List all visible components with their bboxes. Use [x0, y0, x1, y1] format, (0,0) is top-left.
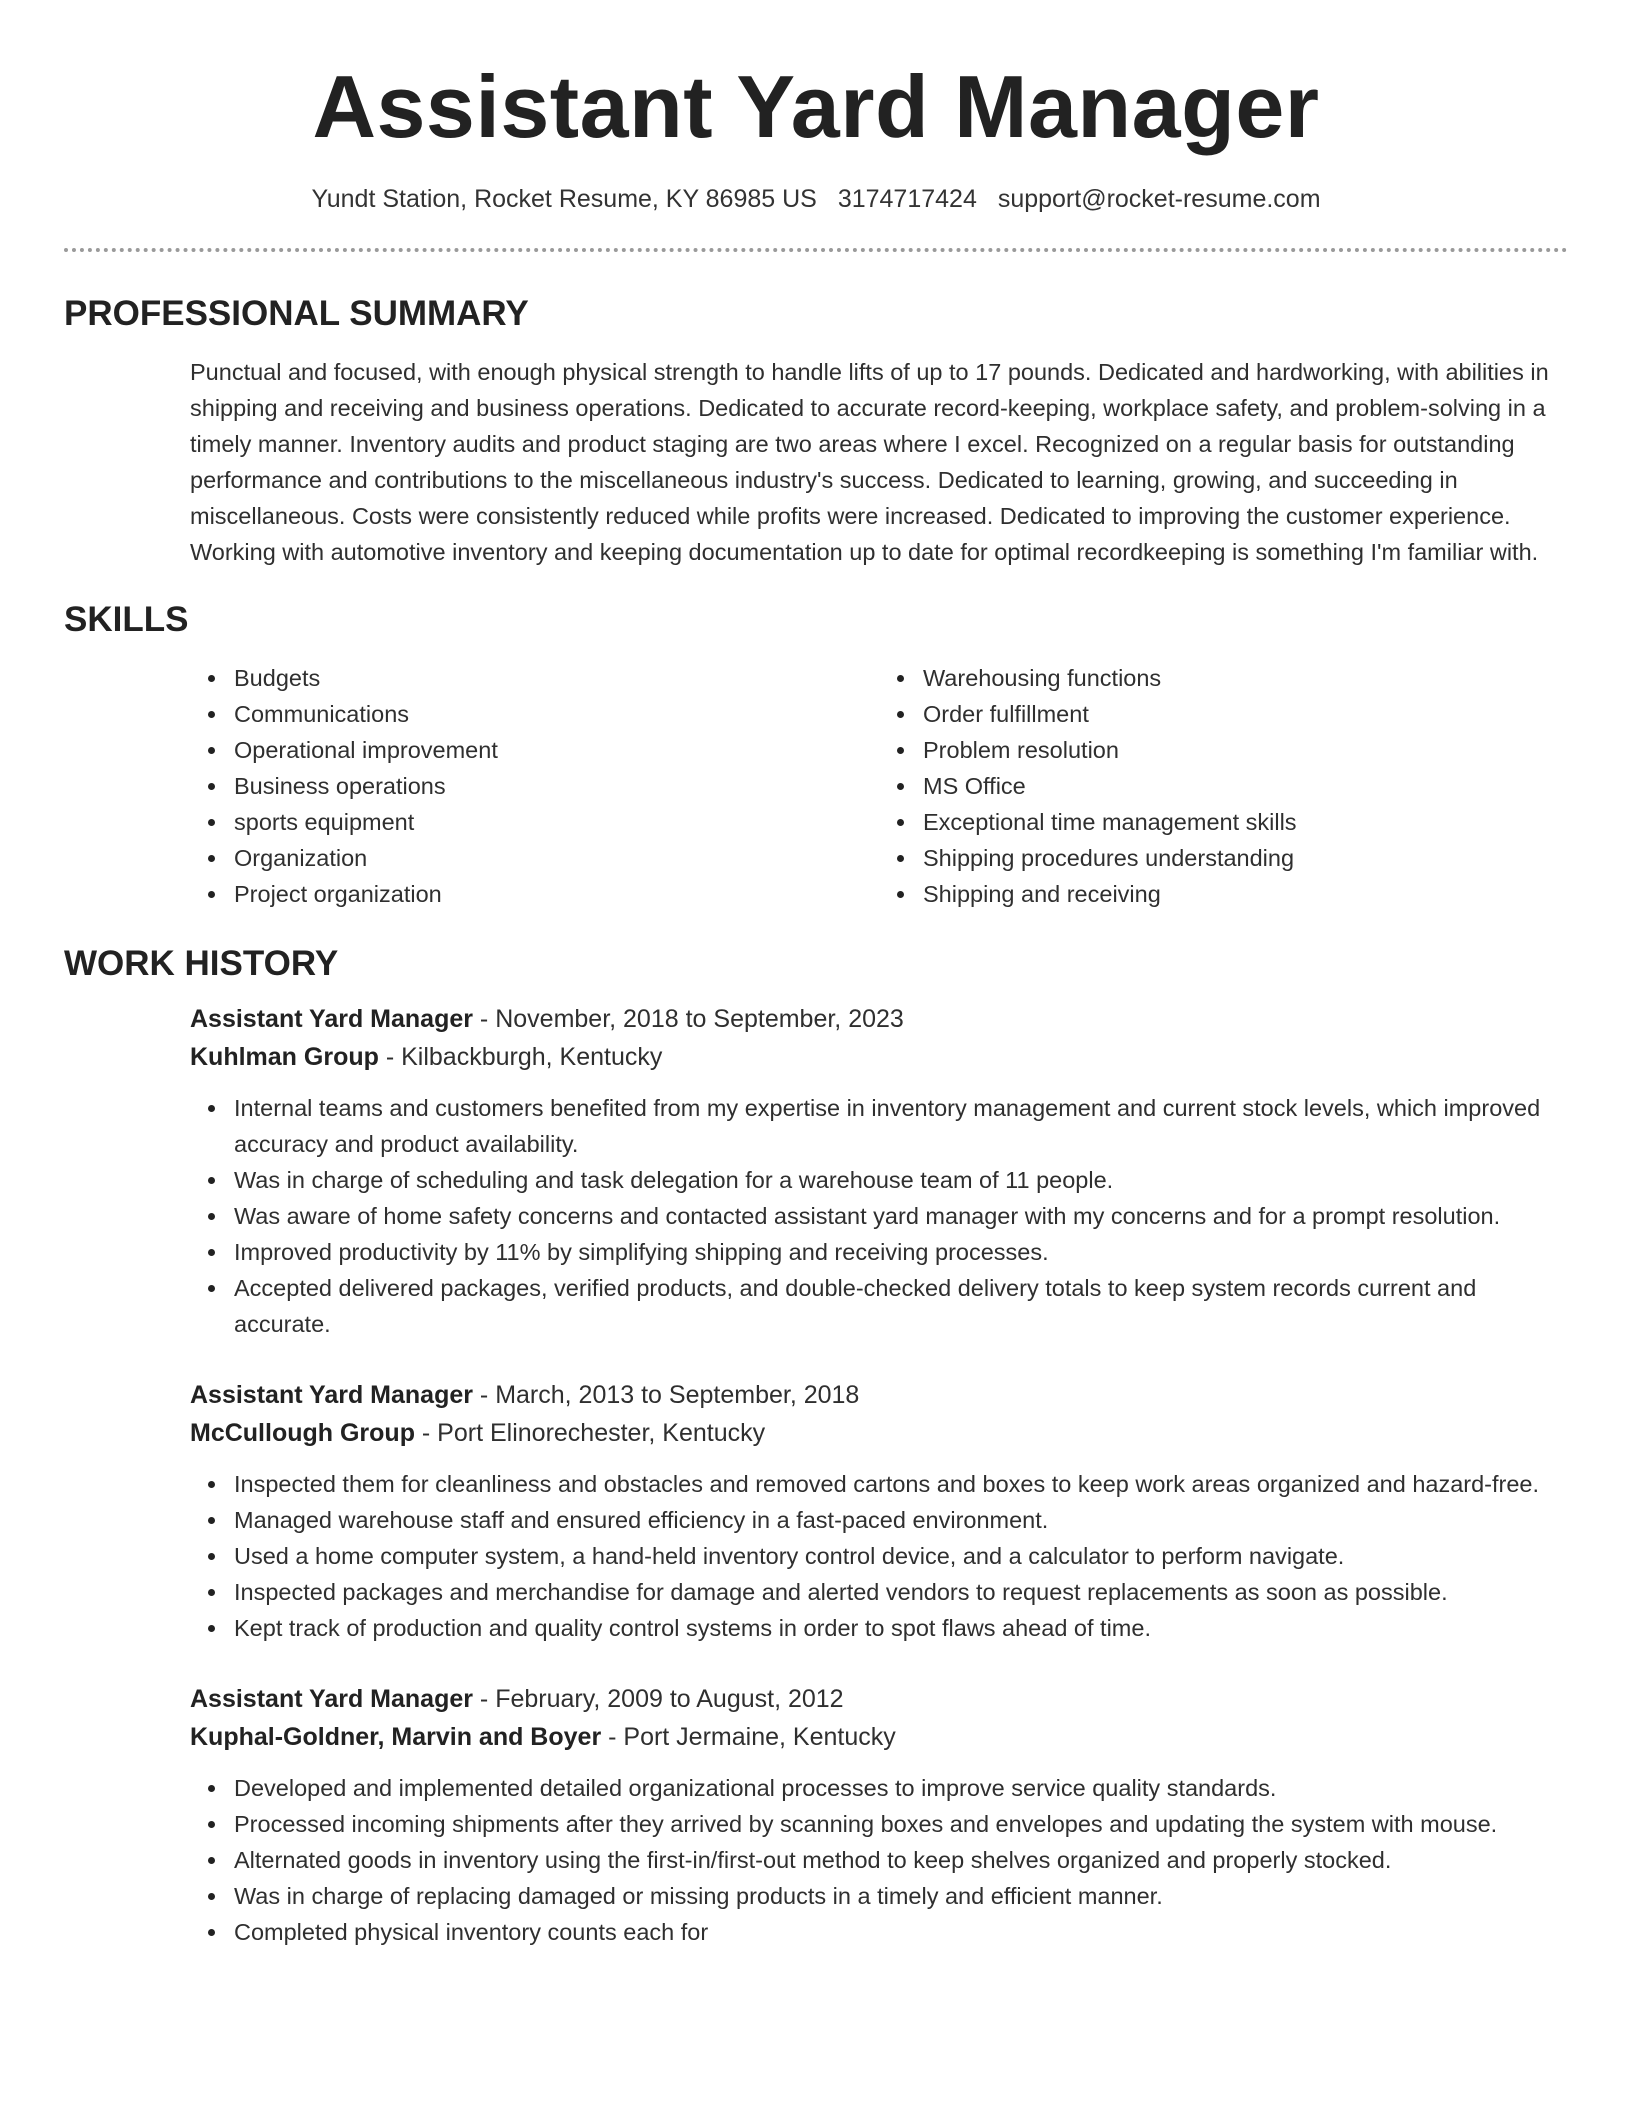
skill-item: Shipping procedures understanding — [923, 840, 1568, 876]
skills-list-left — [190, 660, 879, 912]
job-entry — [190, 1376, 1568, 1646]
job-entry — [190, 1000, 1568, 1342]
work-history-heading: WORK HISTORY — [64, 944, 339, 983]
job-company: Kuhlman Group — [190, 1043, 379, 1071]
skill-item: Problem resolution — [923, 732, 1568, 768]
job-role: Assistant Yard Manager — [190, 1685, 473, 1713]
job-entry — [190, 1680, 1568, 1950]
job-bullet: Processed incoming shipments after they arrived by scanning boxes and envelopes and updating the system with mouse. — [234, 1806, 1568, 1842]
skills-heading: SKILLS — [64, 600, 189, 639]
job-company: Kuphal-Goldner, Marvin and Boyer — [190, 1723, 602, 1751]
contact-address: Yundt Station, Rocket Resume, KY 86985 US — [311, 185, 817, 213]
job-bullet: Internal teams and customers benefited from my expertise in inventory management and current stock levels, which improved accuracy and product availability. — [234, 1090, 1568, 1162]
summary-text: Punctual and focused, with enough physical strength to handle lifts of up to 17 pounds. Dedicated and hardworking, with abilities in shipping and receiving and business operations. Dedicated to accurate record-keeping, workplace safety, and problem-solving in a timely manner. Inventory audits and product staging are two areas where I excel. Recognized on a regular basis for outstanding performance and contributions to the miscellaneous industry's success. Dedicated to learning, growing, and succeeding in miscellaneous. Costs were consistently reduced while profits were increased. Dedicated to improving the customer experience. Working with automotive inventory and keeping documentation up to date for optimal recordkeeping is something I'm familiar with. — [190, 359, 1549, 565]
job-title-line — [190, 1000, 1568, 1038]
job-title-line — [190, 1680, 1568, 1718]
header-divider — [64, 248, 1568, 252]
job-location: - Port Jermaine, Kentucky — [601, 1723, 896, 1751]
job-company: McCullough Group — [190, 1419, 415, 1447]
job-bullet: Completed physical inventory counts each for — [234, 1914, 1568, 1950]
skill-item: Exceptional time management skills — [923, 804, 1568, 840]
skill-item: Shipping and receiving — [923, 876, 1568, 912]
job-company-line — [190, 1038, 1568, 1076]
skill-item: sports equipment — [234, 804, 879, 840]
resume-name: Assistant Yard Manager — [312, 57, 1320, 156]
job-company-line — [190, 1718, 1568, 1756]
skill-item: Communications — [234, 696, 879, 732]
job-title-line — [190, 1376, 1568, 1414]
summary-heading: PROFESSIONAL SUMMARY — [64, 294, 529, 333]
job-dates: - November, 2018 to September, 2023 — [472, 1005, 904, 1033]
work-history-section — [64, 942, 1568, 1950]
skill-item: Organization — [234, 840, 879, 876]
skill-item: MS Office — [923, 768, 1568, 804]
job-role: Assistant Yard Manager — [190, 1005, 473, 1033]
job-bullet: Inspected packages and merchandise for damage and alerted vendors to request replacements as soon as possible. — [234, 1574, 1568, 1610]
job-location: - Kilbackburgh, Kentucky — [378, 1043, 663, 1071]
skill-item: Business operations — [234, 768, 879, 804]
job-role: Assistant Yard Manager — [190, 1381, 473, 1409]
job-company-line — [190, 1414, 1568, 1452]
job-bullets — [190, 1466, 1568, 1646]
job-bullet: Was in charge of scheduling and task delegation for a warehouse team of 11 people. — [234, 1162, 1568, 1198]
skills-list-right — [879, 660, 1568, 912]
job-bullet: Accepted delivered packages, verified products, and double-checked delivery totals to keep system records current and accurate. — [234, 1270, 1568, 1342]
job-bullet: Was in charge of replacing damaged or missing products in a timely and efficient manner. — [234, 1878, 1568, 1914]
skill-item: Project organization — [234, 876, 879, 912]
job-bullet: Improved productivity by 11% by simplifying shipping and receiving processes. — [234, 1234, 1568, 1270]
job-bullet: Used a home computer system, a hand-held inventory control device, and a calculator to perform navigate. — [234, 1538, 1568, 1574]
summary-section — [64, 292, 1568, 570]
contact-email: support@rocket-resume.com — [997, 185, 1321, 213]
job-dates: - March, 2013 to September, 2018 — [472, 1381, 860, 1409]
job-bullet: Developed and implemented detailed organizational processes to improve service quality standards. — [234, 1770, 1568, 1806]
skills-columns — [190, 660, 1568, 912]
skills-section — [64, 598, 1568, 912]
skill-item: Warehousing functions — [923, 660, 1568, 696]
skill-item: Budgets — [234, 660, 879, 696]
contact-line — [64, 182, 1568, 216]
job-bullet: Managed warehouse staff and ensured efficiency in a fast-paced environment. — [234, 1502, 1568, 1538]
skill-item: Operational improvement — [234, 732, 879, 768]
job-bullet: Was aware of home safety concerns and contacted assistant yard manager with my concerns and for a prompt resolution. — [234, 1198, 1568, 1234]
job-bullets — [190, 1770, 1568, 1950]
skill-item: Order fulfillment — [923, 696, 1568, 732]
job-bullet: Alternated goods in inventory using the first-in/first-out method to keep shelves organized and properly stocked. — [234, 1842, 1568, 1878]
job-location: - Port Elinorechester, Kentucky — [414, 1419, 766, 1447]
job-bullet: Inspected them for cleanliness and obstacles and removed cartons and boxes to keep work areas organized and hazard-free. — [234, 1466, 1568, 1502]
job-dates: - February, 2009 to August, 2012 — [472, 1685, 844, 1713]
job-bullets — [190, 1090, 1568, 1342]
job-bullet: Kept track of production and quality control systems in order to spot flaws ahead of time. — [234, 1610, 1568, 1646]
contact-phone: 3174717424 — [837, 185, 977, 213]
